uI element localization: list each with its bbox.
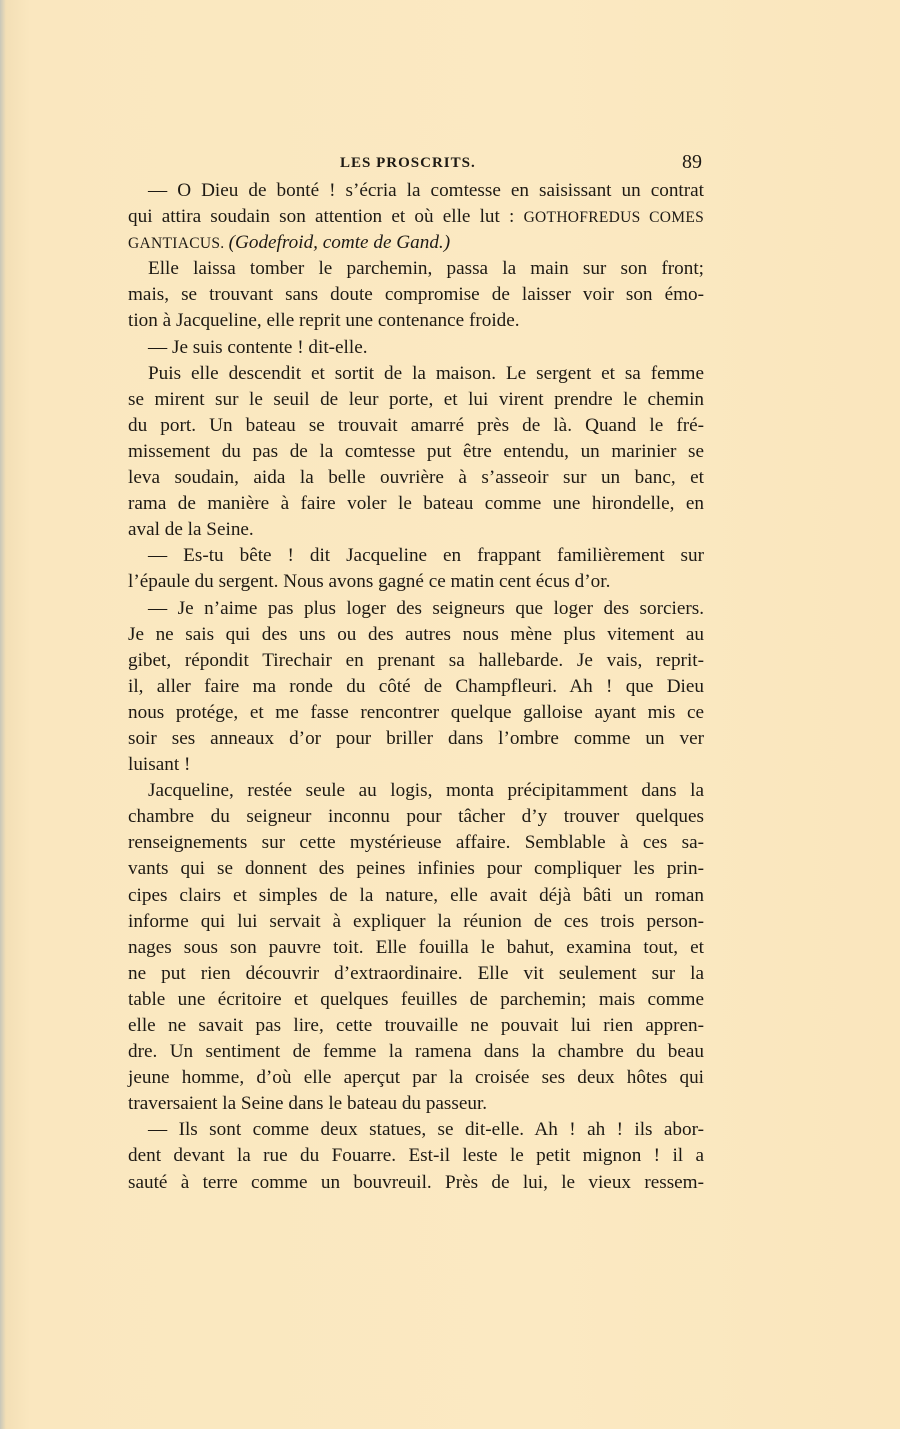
line-text: du port. Un bateau se trouvait amarré près de là. Quand le fré- (128, 414, 704, 436)
text-line (128, 700, 704, 726)
line-text: elle ne savait pas lire, cette trouvaille ne pouvait lui rien appren- (128, 1015, 704, 1036)
page-number: 89 (682, 151, 702, 173)
text-line (128, 387, 704, 413)
page-text-block (128, 150, 704, 1196)
text-line (128, 517, 704, 543)
text-line (128, 256, 704, 282)
line-text: cipes clairs et simples de la nature, elle avait déjà bâti un roman (128, 884, 704, 906)
line-text: — O Dieu de bonté ! s’écria la comtesse en saisissant un contrat (148, 180, 704, 201)
running-title: LES PROSCRITS. (340, 155, 476, 171)
line-text: — Je suis contente ! dit-elle. (148, 336, 368, 358)
text-line (128, 335, 704, 361)
text-line (128, 856, 704, 882)
text-line (128, 804, 704, 830)
line-text: soir ses anneaux d’or pour briller dans l’ombre comme un ver (128, 727, 704, 749)
line-text: missement du pas de la comtesse put être entendu, un marinier se (128, 440, 704, 462)
line-text: mais, se trouvant sans doute compromise de laisser voir son émo- (128, 284, 704, 306)
text-line (128, 178, 704, 204)
text-line (128, 569, 704, 595)
text-line (128, 1013, 704, 1039)
line-text: nages sous son pauvre toit. Elle fouilla le bahut, examina tout, et (128, 936, 704, 958)
line-text: — Ils sont comme deux statues, se dit-elle. Ah ! ah ! ils abor- (148, 1119, 704, 1141)
line-text: ne put rien découvrir d’extraordinaire. Elle vit seulement sur la (128, 962, 704, 984)
text-line (128, 1039, 704, 1065)
line-text: leva soudain, aida la belle ouvrière à s’asseoir sur un banc, et (128, 467, 704, 489)
text-line (128, 883, 704, 909)
line-text: Je ne sais qui des uns ou des autres nous mène plus vitement au (128, 623, 704, 645)
text-line (128, 465, 704, 491)
line-text: se mirent sur le seuil de leur porte, et lui virent prendre le chemin (128, 388, 704, 410)
running-header (128, 150, 704, 176)
text-line (128, 491, 704, 517)
small-caps-text: GOTHOFREDUS COMES (523, 209, 705, 227)
text-line (128, 230, 704, 256)
text-line (128, 1117, 704, 1143)
line-text: rama de manière à faire voler le bateau comme une hirondelle, en (128, 493, 704, 515)
line-text: Puis elle descendit et sortit de la maison. Le sergent et sa femme (148, 362, 704, 384)
text-line (128, 961, 704, 987)
text-line (128, 674, 704, 700)
text-line (128, 204, 704, 230)
text-line (128, 752, 704, 778)
text-line (128, 935, 704, 961)
line-text: il, aller faire ma ronde du côté de Champfleuri. Ah ! que Dieu (128, 675, 704, 697)
small-caps-text: GANTIACUS. (128, 235, 229, 253)
line-text: sauté à terre comme un bouvreuil. Près de lui, le vieux ressem- (128, 1171, 704, 1193)
text-line (128, 1065, 704, 1091)
text-line (128, 909, 704, 935)
text-line (128, 361, 704, 387)
line-text: nous protége, et me fasse rencontrer quelque galloise ayant mis ce (128, 701, 704, 723)
line-text: table une écritoire et quelques feuilles de parchemin; mais comme (128, 988, 704, 1010)
line-text: informe qui lui servait à expliquer la réunion de ces trois person- (128, 910, 704, 932)
line-text: vants qui se donnent des peines infinies pour compliquer les prin- (128, 858, 704, 880)
line-text: renseignements sur cette mystérieuse affaire. Semblable à ces sa- (128, 832, 704, 854)
text-line (128, 1091, 704, 1117)
text-line (128, 439, 704, 465)
line-text: dent devant la rue du Fouarre. Est-il leste le petit mignon ! il a (128, 1145, 704, 1167)
text-line (128, 282, 704, 308)
line-text: aval de la Seine. (128, 519, 254, 541)
line-text: l’épaule du sergent. Nous avons gagné ce matin cent écus d’or. (128, 571, 611, 593)
line-text: chambre du seigneur inconnu pour tâcher d’y trouver quelques (128, 806, 704, 828)
text-line (128, 648, 704, 674)
text-line (128, 596, 704, 622)
text-line (128, 830, 704, 856)
text-line (128, 308, 704, 334)
line-text: tion à Jacqueline, elle reprit une contenance froide. (128, 310, 520, 332)
text-line (128, 1143, 704, 1169)
line-text: dre. Un sentiment de femme la ramena dans la chambre du beau (128, 1041, 704, 1063)
italic-text: (Godefroid, comte de Gand.) (228, 232, 451, 254)
text-line (128, 413, 704, 439)
line-text: jeune homme, d’où elle aperçut par la croisée ses deux hôtes qui (128, 1067, 704, 1089)
text-line (128, 1170, 704, 1196)
line-text: Elle laissa tomber le parchemin, passa la main sur son front; (148, 258, 704, 280)
line-text: luisant ! (128, 754, 191, 776)
line-text: Jacqueline, restée seule au logis, monta précipitamment dans la (148, 780, 704, 802)
line-text: — Es-tu bête ! dit Jacqueline en frappant familièrement sur (148, 545, 704, 567)
text-line (128, 726, 704, 752)
text-line (128, 778, 704, 804)
body-text (128, 178, 704, 1196)
text-line (128, 622, 704, 648)
line-text: — Je n’aime pas plus loger des seigneurs que loger des sorciers. (148, 597, 704, 619)
line-text: traversaient la Seine dans le bateau du passeur. (128, 1093, 488, 1115)
text-line (128, 987, 704, 1013)
text-line (128, 543, 704, 569)
line-text: qui attira soudain son attention et où elle lut : (128, 206, 524, 228)
line-text: gibet, répondit Tirechair en prenant sa hallebarde. Je vais, reprit- (128, 649, 704, 671)
